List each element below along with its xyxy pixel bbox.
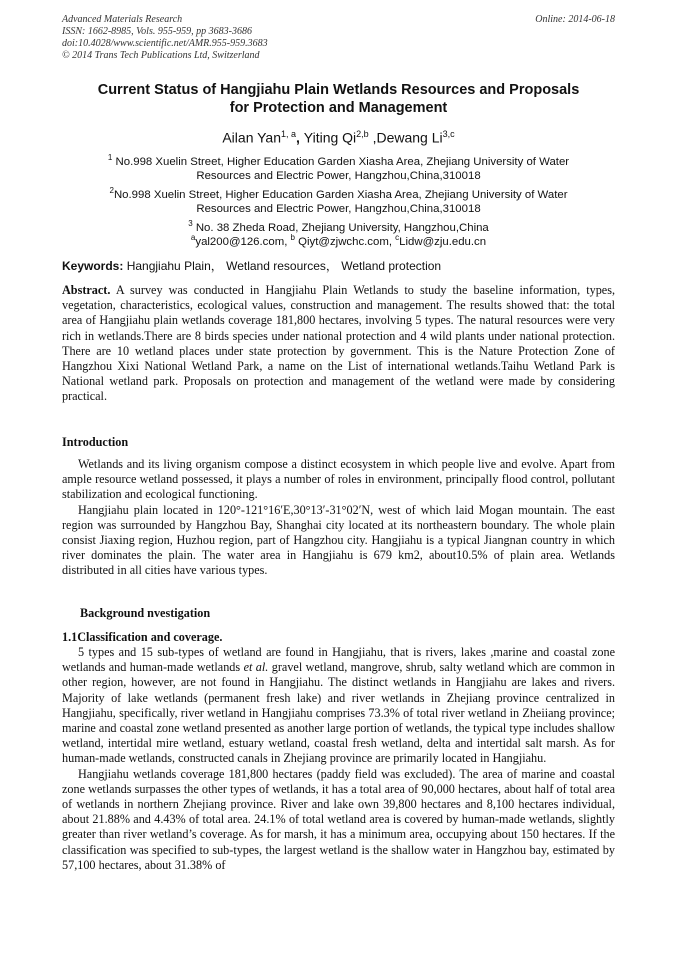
paragraph-text: gravel wetland, mangrove, shrub, salty wetland which are common in other region, however, are not found in Hangjiahu. The distinct wetlands in Hangjiahu are lakes and rivers. Majority of lake wetlands (permanent fresh lake) and river wetlands in Zhejiang province centralized in Hangjiahu, specifically, river wetland in Hangjiahu comprises 73.3% of total river wetland in Zheiiang province; marine and coastal zone wetland presented as another large portion of wetlands, the typical type includes shallow wetland, intertidal mire wetland, estuary wetland, coastal fresh wetland, delta and intertidal salt marsh. As for human-made wetlands, constructed canals in Zhejiang province are primarily located in Hangjiahu. xyxy=(62,660,615,766)
email: Lidw@zju.edu.cn xyxy=(399,235,487,248)
paragraph xyxy=(62,645,615,767)
introduction-heading: Introduction xyxy=(62,435,129,449)
affiliation-text: No. 38 Zheda Road, Zhejiang University, Hangzhou,China xyxy=(192,221,489,234)
email: yal200@126.com, xyxy=(195,235,291,248)
journal-name: Advanced Materials Research xyxy=(62,14,183,25)
affiliation-mark: 1 xyxy=(107,153,113,162)
affiliation-2-cont: Resources and Electric Power, Hangzhou,China,310018 xyxy=(196,203,481,216)
affiliation-mark: 3 xyxy=(188,218,193,228)
abstract-paragraph xyxy=(62,283,615,405)
background-heading: Background nvestigation xyxy=(80,606,211,620)
affiliations xyxy=(62,151,615,235)
author-emails xyxy=(62,231,615,249)
keywords-text: Hangjiahu Plain， Wetland resources， Wetland protection xyxy=(123,259,442,273)
email-mark: b xyxy=(290,233,295,242)
introduction-body xyxy=(62,457,615,579)
abstract-label: Abstract. xyxy=(62,283,111,297)
journal-doi: doi:10.4028/www.scientific.net/AMR.955-959.3683 xyxy=(62,38,268,49)
email-mark: a xyxy=(190,233,196,242)
affiliation-1 xyxy=(62,151,615,169)
paragraph-italic: et al. xyxy=(243,660,269,675)
affiliation-mark: 2 xyxy=(109,185,114,195)
online-date: Online: 2014-06-18 xyxy=(535,14,615,25)
paper-title xyxy=(62,81,615,117)
affiliation-1-cont: Resources and Electric Power, Hangzhou,China,310018 xyxy=(196,170,481,183)
affiliation-2 xyxy=(62,184,615,202)
author-affiliation-mark: 1, a xyxy=(280,129,296,139)
journal-issn: ISSN: 1662-8985, Vols. 955-959, pp 3683-3686 xyxy=(62,26,252,37)
author-name: Yiting Qi xyxy=(303,129,357,146)
abstract xyxy=(62,283,615,405)
title-line-2: for Protection and Management xyxy=(229,100,448,116)
paragraph: Hangjiahu plain located in 120°-121°16′E,30°13′-31°02′N, west of which laid Mogan mountain. The east region was surrounded by Hangzhou Bay, Shanghai city located at its northeastern boundary. The whole plain consist Jiaxing region, Huzhou region, part of Hangzhou city. Hangjiahu is a typical Jiangnan country in which river dominates the plain. The water area in Hangjiahu is 679 km2, about10.5% of plain area. Wetlands distributed in all cities have various types. xyxy=(62,502,615,578)
abstract-text: A survey was conducted in Hangjiahu Plain Wetlands to study the baseline information, types, vegetation, characteristics, ecological values, construction and management. The results showed that: the total area of Hangjiahu plain wetlands coverage 181,800 hectares, involving 5 types. The natural resources were very rich in wetlands.There are 8 birds species under national protection and 4 wild plants under national protection. There are 10 wetland places under state protection by government. This is the Nature Protection Zone of Hangzhou Xixi National Wetland Park, a name on the List of international wetlands.Taihu Wetland Park is National wetland park. Proposals on protection and management of the wetland were made by considering practical. xyxy=(62,283,615,404)
affiliation-text: No.998 Xuelin Street, Higher Education Garden Xiasha Area, Zhejiang University of Water xyxy=(112,155,570,168)
paragraph-text: 5 types and 15 sub-types of wetland are found in Hangjiahu, that is rivers, lakes ,marine and coastal zone wetlands and human-made wetlands xyxy=(62,645,615,675)
affiliation-text: No.998 Xuelin Street, Higher Education Garden Xiasha Area, Zhejiang University of Water xyxy=(113,188,568,201)
paragraph: Hangjiahu wetlands coverage 181,800 hectares (paddy field was excluded). The area of marine and coastal zone wetlands surpasses the other types of wetlands, it has a total area of 90,000 hectares, about half of total area of wetlands in northern Zhejiang province. River and lake own 39,800 hectares and 8,100 hectares individual, about 21.88% and 4.43% of total area. 24.1% of total wetland area is covered by human-made wetlands, slightly greater than river wetland’s coverage. As for marsh, it has a minimum area, occupying about 150 hectares. If the classification was specified to sub-types, the largest wetland is the shallow water in Hangzhou bay, estimated by 57,100 hectares, about 31.38% of xyxy=(62,766,615,872)
author-name: Ailan Yan xyxy=(222,129,281,146)
journal-header xyxy=(62,14,615,62)
section-1-1-body xyxy=(62,645,615,873)
keywords xyxy=(62,259,615,274)
keywords-label: Keywords: xyxy=(62,259,124,273)
author-list xyxy=(62,125,615,147)
paragraph: Wetlands and its living organism compose a distinct ecosystem in which people live and evolve. Apart from ample resource wetland possessed, it plays a number of roles in environment, principally flood control, pollutant stabilization and ecological functioning. xyxy=(62,457,615,502)
email: Qiyt@zjwchc.com, xyxy=(294,235,396,248)
email-mark: c xyxy=(395,233,400,242)
author-affiliation-mark: 3,c xyxy=(442,129,455,139)
author-separator: , xyxy=(296,129,304,146)
journal-copyright: © 2014 Trans Tech Publications Ltd, Switzerland xyxy=(62,50,260,61)
journal-info xyxy=(62,14,268,62)
author-affiliation-mark: 2,b xyxy=(356,129,369,139)
title-line-1: Current Status of Hangjiahu Plain Wetlands Resources and Proposals xyxy=(97,82,580,98)
author-separator: , xyxy=(368,129,377,146)
section-1-1-heading: 1.1Classification and coverage. xyxy=(62,630,223,644)
author-name: Dewang Li xyxy=(376,129,443,146)
